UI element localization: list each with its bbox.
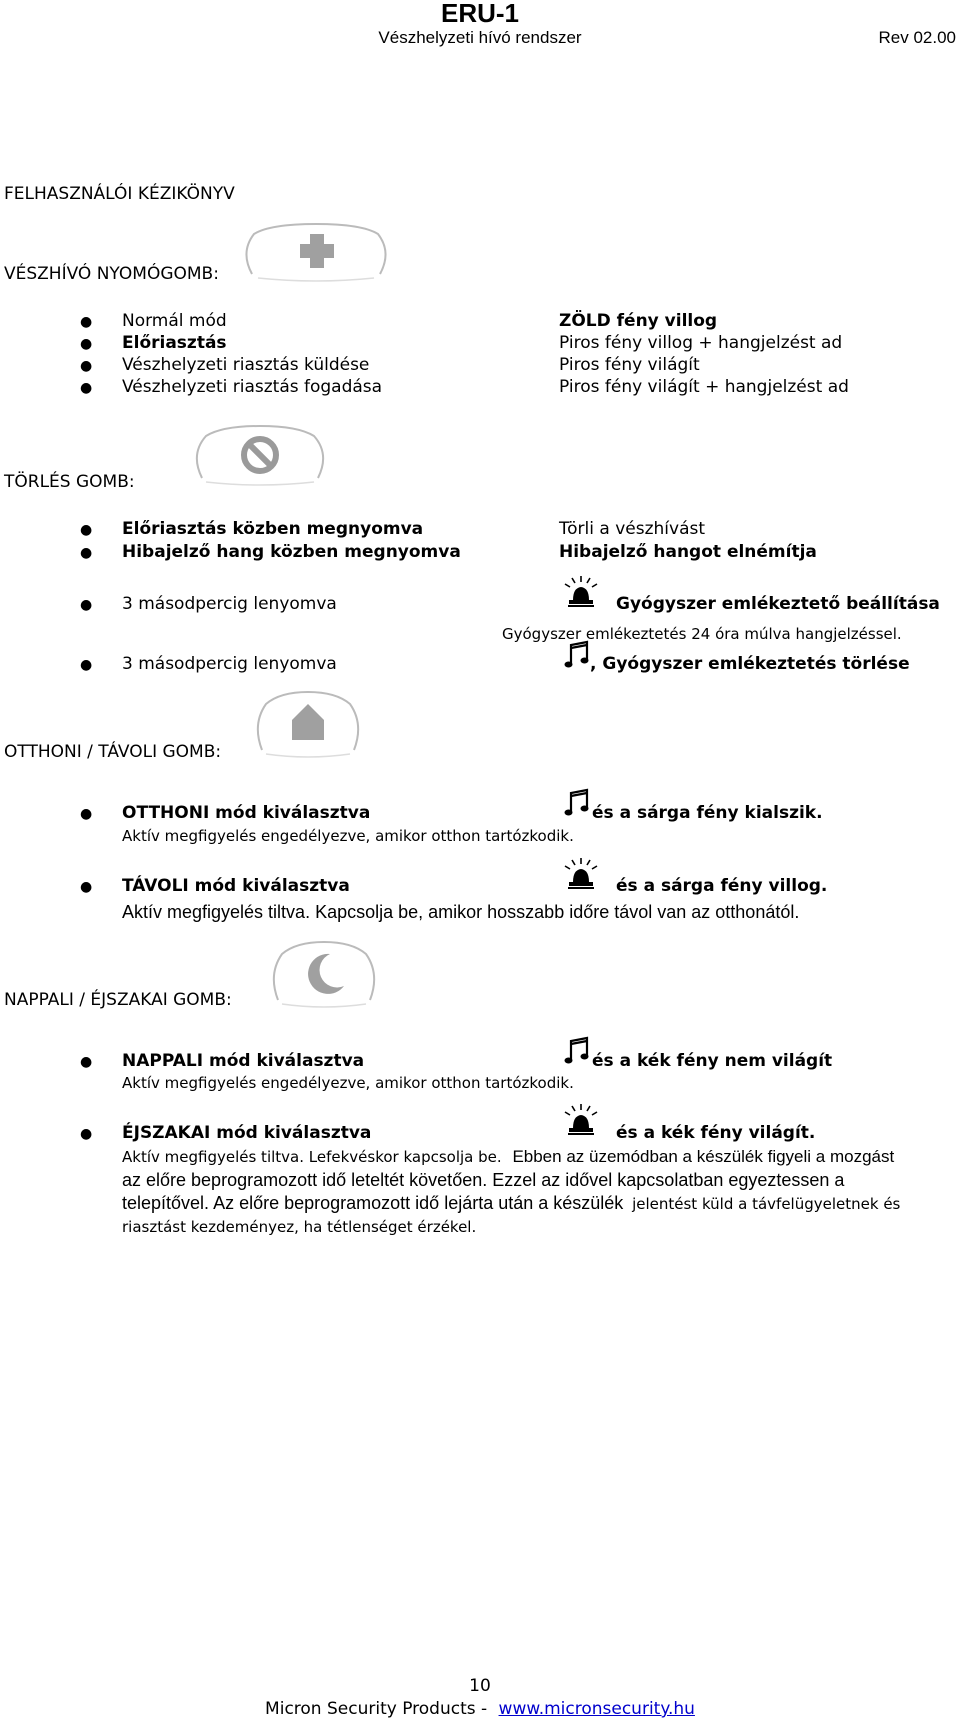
away-mode-right: és a sárga fény villog. (616, 876, 828, 896)
clear-row-left: Előriasztás közben megnyomva (122, 519, 424, 539)
emergency-row-right: ZÖLD fény villog (559, 311, 718, 331)
bell-icon (564, 1102, 598, 1136)
clear-heading: TÖRLÉS GOMB: (4, 472, 135, 492)
night-note-line: riasztást kezdeményez, ha tétlenséget érzékel. (122, 1218, 477, 1236)
emergency-row-left: Vészhelyzeti riasztás küldése (122, 355, 370, 375)
day-mode-right: és a kék fény nem világít (592, 1051, 833, 1071)
bullet: ● (80, 1126, 93, 1142)
emergency-row-left: Normál mód (122, 311, 227, 331)
clear-row-left: Hibajelző hang közben megnyomva (122, 542, 461, 562)
bell-icon (564, 574, 598, 608)
home-mode-right: és a sárga fény kialszik. (592, 803, 823, 823)
bell-icon (564, 856, 598, 890)
home-button-image (252, 690, 364, 762)
music-note-icon (564, 1036, 590, 1066)
clear-button-image (190, 424, 330, 490)
bullet: ● (80, 879, 93, 895)
clear-hold-left: 3 másodpercig lenyomva (122, 654, 337, 674)
clear-hold-right: , Gyógyszer emlékeztetés törlése (590, 654, 910, 674)
day-mode-note: Aktív megfigyelés engedélyezve, amikor otthon tartózkodik. (122, 1074, 574, 1092)
page-number: 10 (469, 1676, 491, 1696)
prohibited-icon (244, 439, 276, 471)
emergency-row-left: Előriasztás (122, 333, 227, 353)
day-mode-left: NAPPALI mód kiválasztva (122, 1051, 365, 1071)
document-title: ERU-1 (440, 0, 519, 28)
night-note-part: Aktív megfigyelés tiltva. Lefekvéskor kapcsolja be. (122, 1148, 502, 1166)
away-mode-note: Aktív megfigyelés tiltva. Kapcsolja be, amikor hosszabb időre távol van az otthonától. (122, 902, 800, 922)
emergency-row-right: Piros fény villog + hangjelzést ad (559, 333, 843, 353)
night-note-part: telepítővel. Az előre beprogramozott idő lejárta után a készülék (122, 1193, 624, 1213)
clear-hold-right: Gyógyszer emlékeztető beállítása (616, 594, 940, 614)
footer-line (0, 1699, 960, 1719)
night-note-line (122, 1193, 900, 1214)
emergency-button-image (240, 222, 392, 284)
night-note-part: jelentést küld a távfelügyeletnek és (632, 1195, 901, 1213)
clear-hold-left: 3 másodpercig lenyomva (122, 594, 337, 614)
music-note-icon (564, 640, 590, 670)
manual-title: FELHASZNÁLÓI KÉZIKÖNYV (4, 184, 235, 204)
daynight-button-image (268, 940, 380, 1012)
night-note-line: az előre beprogramozott idő leteltét követően. Ezzel az idővel kapcsolatban egyeztessen a (122, 1170, 845, 1190)
bullet: ● (80, 545, 93, 561)
bullet: ● (80, 806, 93, 822)
emergency-row-left: Vészhelyzeti riasztás fogadása (122, 377, 383, 397)
bullet: ● (80, 314, 93, 330)
clear-hold-note: Gyógyszer emlékeztetés 24 óra múlva hangjelzéssel. (502, 625, 902, 643)
bullet: ● (80, 380, 93, 396)
night-mode-right: és a kék fény világít. (616, 1123, 816, 1143)
footer-company: Micron Security Products - (265, 1699, 488, 1719)
bullet: ● (80, 657, 93, 673)
night-note-line (122, 1147, 894, 1167)
night-mode-left: ÉJSZAKAI mód kiválasztva (122, 1123, 372, 1143)
clear-row-right: Törli a vészhívást (559, 519, 706, 539)
emergency-row-right: Piros fény világít + hangjelzést ad (559, 377, 849, 397)
bullet: ● (80, 1054, 93, 1070)
music-note-icon (564, 788, 590, 818)
home-mode-note: Aktív megfigyelés engedélyezve, amikor otthon tartózkodik. (122, 827, 574, 845)
bullet: ● (80, 597, 93, 613)
moon-icon (308, 954, 344, 994)
home-mode-left: OTTHONI mód kiválasztva (122, 803, 371, 823)
document-subtitle: Vészhelyzeti hívó rendszer (378, 28, 582, 47)
house-icon (292, 704, 324, 740)
emergency-heading: VÉSZHÍVÓ NYOMÓGOMB: (4, 264, 219, 284)
bullet: ● (80, 358, 93, 374)
home-heading: OTTHONI / TÁVOLI GOMB: (4, 742, 222, 762)
away-mode-left: TÁVOLI mód kiválasztva (122, 876, 350, 896)
bullet: ● (80, 336, 93, 352)
plus-icon (300, 234, 334, 268)
bullet: ● (80, 522, 93, 538)
clear-row-right: Hibajelző hangot elnémítja (559, 542, 817, 562)
night-note-part: Ebben az üzemódban a készülék figyeli a mozgást (512, 1147, 895, 1166)
revision-label: Rev 02.00 (878, 28, 956, 47)
daynight-heading: NAPPALI / ÉJSZAKAI GOMB: (4, 990, 232, 1010)
emergency-row-right: Piros fény világít (559, 355, 700, 375)
footer-website-link[interactable]: www.micronsecurity.hu (498, 1699, 695, 1719)
